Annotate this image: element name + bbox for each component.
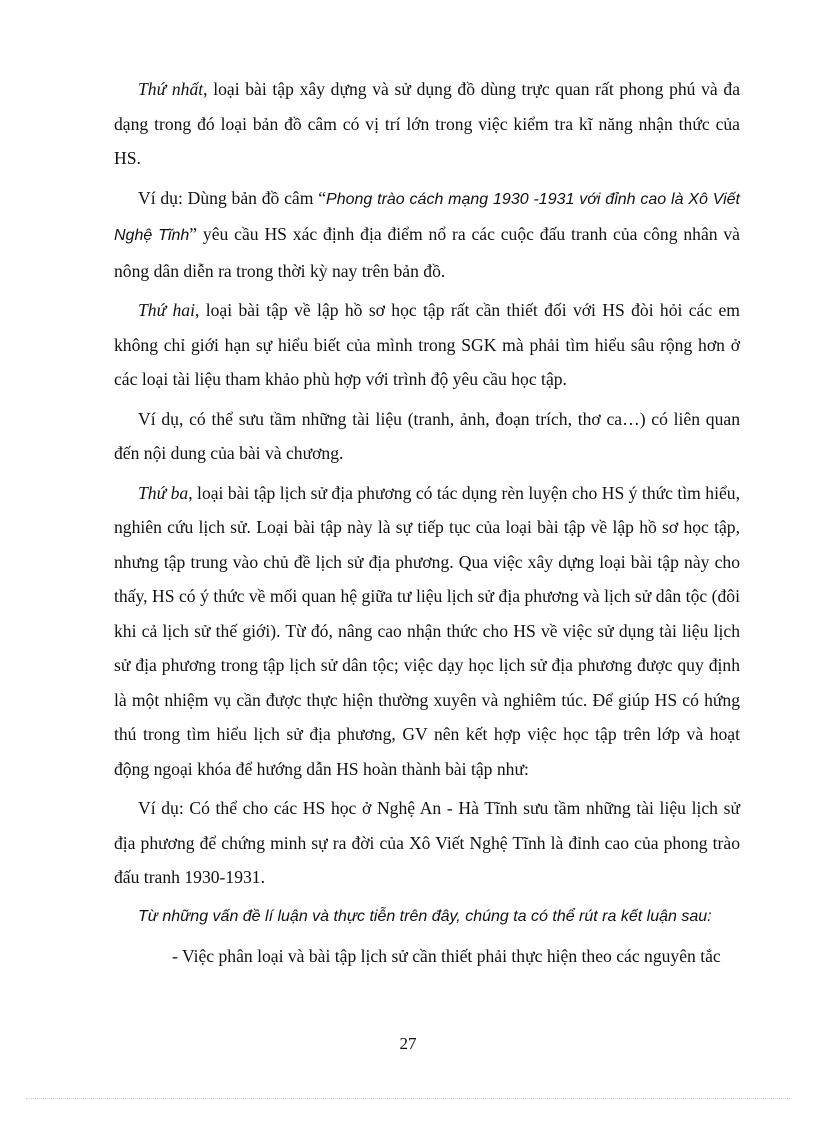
bullet-text: - Việc phân loại và bài tập lịch sử cần thiết phải thực hiện theo các nguyên tắc [172, 946, 721, 966]
paragraph-text: Từ những vấn đề lí luận và thực tiễn trên đây, chúng ta có thể rút ra kết luận sau: [138, 907, 712, 925]
map-title: Phong trào cách mạng 1930 -1931 với đỉnh cao là Xô Viết Nghệ Tĩnh [114, 190, 740, 244]
page-number: 27 [399, 1034, 417, 1053]
lead-term-second: Thứ hai [138, 300, 195, 320]
lead-term-third: Thứ ba [138, 482, 189, 503]
bullet-item [114, 939, 740, 974]
page-body [114, 72, 740, 974]
paragraph-text: , loại bài tập lịch sử địa phương có tác dụng rèn luyện cho HS ý thức tìm hiểu, nghiên cứu lịch sử. Loại bài tập này là sự tiếp tục của loại bài tập về lập hồ sơ học tập, nhưng tập trung vào chủ đề lịch sử địa phương. Qua việc xây dựng loại bài tập này cho thấy, HS có ý thức về mối quan hệ giữa tư liệu lịch sử địa phương và lịch sử dân tộc (đôi khi cả lịch sử thế giới). Từ đó, nâng cao nhận thức cho HS về việc sử dụng tài liệu lịch sử địa phương trong tập lịch sử dân tộc; việc dạy học lịch sử địa phương được quy định là một nhiệm vụ cần được thực hiện thường xuyên và nghiêm túc. Để giúp HS có hứng thú trong tìm hiểu lịch sử địa phương, GV nên kết hợp việc học tập trên lớp và hoạt động ngoại khóa để hướng dẫn HS hoàn thành bài tập như: [114, 482, 740, 779]
paragraph-text: , loại bài tập xây dựng và sử dụng đồ dùng trực quan rất phong phú và đa dạng trong đó loại bản đồ câm có vị trí lớn trong việc kiểm tra kĩ năng nhận thức của HS. [114, 79, 741, 168]
paragraph-conclusion-intro [114, 900, 740, 935]
lead-term-first: Thứ nhất [138, 79, 204, 99]
footer-divider [26, 1098, 790, 1099]
paragraph-text: Ví dụ: Dùng bản đồ câm “ [138, 187, 327, 208]
paragraph-example-map [114, 181, 740, 289]
paragraph-text: Ví dụ, có thể sưu tầm những tài liệu (tranh, ảnh, đoạn trích, thơ ca…) có liên quan đến nội dung của bài và chương. [114, 408, 740, 463]
paragraph-first-type [114, 72, 740, 176]
paragraph-text: Ví dụ: Có thể cho các HS học ở Nghệ An - Hà Tĩnh sưu tầm những tài liệu lịch sử địa phương để chứng minh sự ra đời của Xô Viết Nghệ Tĩnh là đỉnh cao của phong trào đấu tranh 1930-1931. [114, 798, 740, 887]
paragraph-example-documents [114, 402, 740, 471]
paragraph-third-type [114, 476, 740, 787]
paragraph-second-type [114, 293, 740, 397]
paragraph-example-local-history [114, 791, 740, 895]
paragraph-text: , loại bài tập về lập hồ sơ học tập rất cần thiết đối với HS đòi hỏi các em không chỉ giới hạn sự hiểu biết của mình trong SGK mà phải tìm hiểu sâu rộng hơn ở các loại tài liệu tham khảo phù hợp với trình độ yêu cầu học tập. [114, 300, 740, 389]
paragraph-text: ” yêu cầu HS xác định địa điểm nổ ra các cuộc đấu tranh của công nhân và nông dân diễn ra trong thời kỳ nay trên bản đồ. [114, 224, 740, 281]
